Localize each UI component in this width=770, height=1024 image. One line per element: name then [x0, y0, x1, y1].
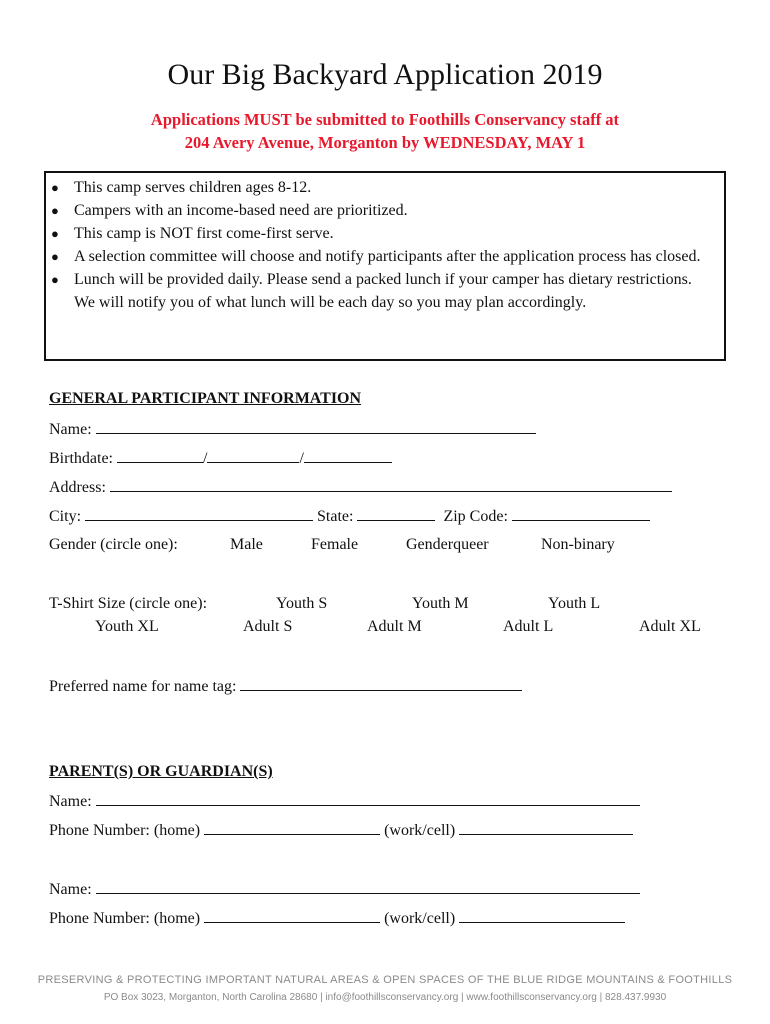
parent1-name-field[interactable] — [96, 791, 640, 806]
tshirt-option-adult-m[interactable]: Adult M — [367, 618, 422, 635]
parent2-home-phone-field[interactable] — [204, 908, 380, 923]
name-label: Name: — [49, 421, 92, 438]
gender-option-female[interactable]: Female — [311, 536, 359, 553]
tshirt-option-youth-m[interactable]: Youth M — [412, 595, 469, 612]
bullet-icon: ● — [51, 272, 59, 287]
parent1-phone-row — [49, 820, 633, 841]
gender-option-genderqueer[interactable]: Genderqueer — [406, 536, 489, 553]
phone-home-label: Phone Number: (home) — [49, 910, 201, 927]
gender-option-male[interactable]: Male — [230, 536, 263, 553]
parent1-name-row — [49, 791, 640, 812]
nametag-field[interactable] — [240, 676, 522, 691]
birthdate-label: Birthdate: — [49, 450, 113, 467]
parent2-name-field[interactable] — [96, 879, 640, 894]
zip-label: Zip Code: — [443, 508, 508, 525]
camp-info-list — [46, 176, 706, 314]
birthdate-row — [49, 448, 392, 469]
info-item: ● Campers with an income-based need are prioritized. — [46, 199, 706, 222]
notice-line-1: Applications MUST be submitted to Foothills Conservancy staff at — [150, 110, 620, 129]
info-item: ● This camp serves children ages 8-12. — [46, 176, 706, 199]
participant-name-row — [49, 419, 536, 440]
footer-tagline: PRESERVING & PROTECTING IMPORTANT NATURAL AREAS & OPEN SPACES OF THE BLUE RIDGE MOUNTAINS & FOOTHILLS — [37, 974, 733, 986]
phone-home-label: Phone Number: (home) — [49, 822, 201, 839]
address-label: Address: — [49, 479, 106, 496]
notice-line-2: 204 Avery Avenue, Morganton by WEDNESDAY, MAY 1 — [184, 133, 586, 152]
bullet-icon: ● — [51, 203, 59, 218]
city-label: City: — [49, 508, 82, 525]
zip-field[interactable] — [512, 506, 650, 521]
general-section-heading: GENERAL PARTICIPANT INFORMATION — [49, 390, 362, 407]
date-separator: / — [299, 450, 304, 467]
tshirt-label: T-Shirt Size (circle one): — [49, 595, 208, 612]
info-item: ● Lunch will be provided daily. Please send a packed lunch if your camper has dietary restrictions. We will notify you of what lunch will be each day so you may plan accordingly. — [46, 268, 706, 314]
parent-name-label: Name: — [49, 881, 92, 898]
address-field[interactable] — [110, 477, 672, 492]
bullet-icon: ● — [51, 180, 59, 195]
tshirt-option-adult-s[interactable]: Adult S — [243, 618, 293, 635]
tshirt-option-adult-l[interactable]: Adult L — [503, 618, 554, 635]
info-item: ● This camp is NOT first come-first serve. — [46, 222, 706, 245]
tshirt-option-adult-xl[interactable]: Adult XL — [639, 618, 701, 635]
parents-section-heading: PARENT(S) OR GUARDIAN(S) — [49, 763, 273, 780]
page-title: Our Big Backyard Application 2019 — [167, 58, 603, 91]
participant-name-field[interactable] — [96, 419, 536, 434]
submission-notice — [0, 108, 770, 154]
gender-option-non-binary[interactable]: Non-binary — [541, 536, 615, 553]
info-item: ● A selection committee will choose and notify participants after the application process has closed. — [46, 245, 706, 268]
tshirt-option-youth-s[interactable]: Youth S — [276, 595, 328, 612]
date-separator: / — [202, 450, 208, 467]
birth-year-field[interactable] — [304, 448, 392, 463]
state-label: State: — [317, 508, 354, 525]
state-field[interactable] — [357, 506, 435, 521]
parent2-name-row — [49, 879, 640, 900]
parent-name-label: Name: — [49, 793, 92, 810]
gender-label: Gender (circle one): — [49, 536, 178, 553]
birth-day-field[interactable] — [207, 448, 299, 463]
footer-contact: PO Box 3023, Morganton, North Carolina 28680 | info@foothillsconservancy.org | www.foothillsconservancy.org | 828.437.9930 — [103, 992, 667, 1003]
phone-work-label: (work/cell) — [384, 822, 456, 839]
address-row — [49, 477, 672, 498]
bullet-icon: ● — [51, 226, 59, 241]
city-state-zip-row — [49, 506, 650, 527]
phone-work-label: (work/cell) — [384, 910, 456, 927]
nametag-row — [49, 676, 522, 697]
nametag-label: Preferred name for name tag: — [49, 678, 237, 695]
tshirt-option-youth-xl[interactable]: Youth XL — [95, 618, 159, 635]
birth-month-field[interactable] — [117, 448, 203, 463]
parent1-work-phone-field[interactable] — [459, 820, 633, 835]
city-field[interactable] — [85, 506, 313, 521]
camp-info-box — [44, 171, 726, 361]
parent1-home-phone-field[interactable] — [204, 820, 380, 835]
parent2-phone-row — [49, 908, 625, 929]
bullet-icon: ● — [51, 249, 59, 264]
tshirt-option-youth-l[interactable]: Youth L — [548, 595, 601, 612]
parent2-work-phone-field[interactable] — [459, 908, 625, 923]
